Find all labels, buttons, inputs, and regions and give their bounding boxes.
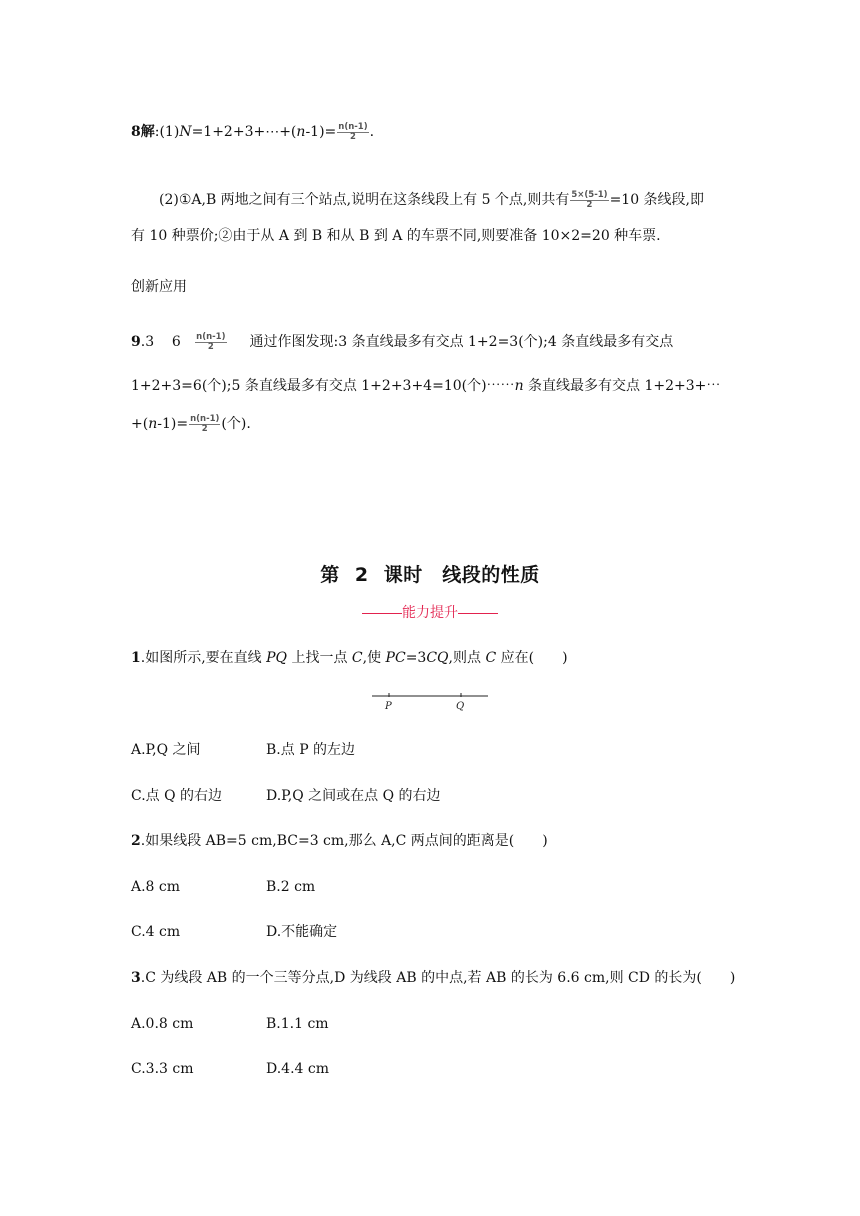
q9-line3-text-a: +( bbox=[131, 416, 149, 432]
q8-part2-fraction bbox=[570, 191, 608, 210]
q8-number: 8 bbox=[131, 124, 141, 140]
q2-option-a: A.8 cm bbox=[131, 879, 181, 895]
q1-option-a: A.P,Q 之间 bbox=[131, 742, 201, 758]
q9-line3-end: (个). bbox=[221, 416, 251, 432]
q1-text-a: .如图所示,要在直线 bbox=[140, 650, 267, 666]
q8-part1-tail: -1)= bbox=[305, 124, 337, 140]
q9-frac-num: n(n-1) bbox=[196, 331, 226, 342]
point-q-label: Q bbox=[456, 701, 465, 712]
q8-part2-frac-num: 5×(5-1) bbox=[571, 189, 608, 200]
q8-var-n: N bbox=[179, 124, 192, 140]
q9-answers: .3 6 bbox=[140, 334, 195, 350]
q1-c: C bbox=[351, 650, 363, 666]
q9-line3-text-b: -1)= bbox=[157, 416, 189, 432]
q9-line2-text-a: 1+2+3=6(个);5 条直线最多有交点 1+2+3+4=10(个)⋯⋯ bbox=[131, 378, 515, 394]
q1-number: 1 bbox=[131, 650, 141, 666]
q9-line3-frac-num: n(n-1) bbox=[190, 413, 220, 424]
q2-stem bbox=[131, 831, 548, 851]
q8-part2-text-a: (2)①A,B 两地之间有三个站点,说明在这条线段上有 5 个点,则共有 bbox=[159, 192, 570, 208]
point-p-label: P bbox=[385, 701, 392, 712]
q1-pc: PC bbox=[385, 650, 406, 666]
q1-c2: C bbox=[485, 650, 497, 666]
subsection-rule-right bbox=[458, 613, 498, 614]
q3-option-b: B.1.1 cm bbox=[266, 1016, 329, 1032]
q3-text: .C 为线段 AB 的一个三等分点,D 为线段 AB 的中点,若 AB 的长为 6.6 cm,则 CD 的长为( ) bbox=[140, 970, 736, 986]
q1-text-d: =3 bbox=[405, 650, 427, 666]
q2-number: 2 bbox=[131, 833, 141, 849]
q8-frac-den: 2 bbox=[349, 131, 356, 142]
q2-option-d: D.不能确定 bbox=[266, 924, 338, 940]
lesson-title: 第 2 课时 线段的性质 bbox=[320, 564, 540, 586]
subsection-rule-left bbox=[362, 613, 402, 614]
q9-line2-text-b: 条直线最多有交点 1+2+3+⋯ bbox=[523, 378, 721, 394]
q8-solution-label: 解 bbox=[140, 124, 155, 140]
q9-line3-frac-den: 2 bbox=[201, 423, 208, 434]
subsection-heading bbox=[0, 602, 860, 622]
q9-line3-fraction bbox=[189, 415, 220, 434]
q1-stem bbox=[131, 648, 568, 668]
q1-option-b: B.点 P 的左边 bbox=[266, 742, 356, 758]
q3-number: 3 bbox=[131, 970, 141, 986]
q8-part1-prefix: :(1) bbox=[154, 124, 180, 140]
q8-part2-frac-den: 2 bbox=[586, 199, 593, 210]
q1-text-b: 上找一点 bbox=[287, 650, 352, 666]
q9-fraction bbox=[195, 333, 226, 352]
q1-cq: CQ bbox=[426, 650, 449, 666]
q8-part2-line2 bbox=[131, 226, 661, 246]
q1-text-f: 应在( ) bbox=[496, 650, 568, 666]
q9-number: 9 bbox=[131, 334, 141, 350]
q3-option-a: A.0.8 cm bbox=[131, 1016, 194, 1032]
q8-part2-text-b: =10 条线段,即 bbox=[609, 192, 705, 208]
q9-line1 bbox=[131, 332, 673, 352]
subsection-label: 能力提升 bbox=[402, 605, 458, 621]
line-pq-figure bbox=[370, 686, 490, 712]
q9-line2-n: n bbox=[514, 378, 524, 394]
q9-line1-text: 通过作图发现:3 条直线最多有交点 1+2=3(个);4 条直线最多有交点 bbox=[249, 334, 674, 350]
q9-frac-den: 2 bbox=[207, 341, 214, 352]
q8-part2-line1 bbox=[159, 190, 704, 210]
q8-frac-num: n(n-1) bbox=[338, 121, 368, 132]
q8-line1 bbox=[131, 122, 374, 142]
q1-text-e: ,则点 bbox=[448, 650, 486, 666]
q1-pq: PQ bbox=[266, 650, 288, 666]
q3-option-c: C.3.3 cm bbox=[131, 1061, 194, 1077]
q9-line2 bbox=[131, 376, 720, 396]
q8-part2-line2-text: 有 10 种票价;②由于从 A 到 B 和从 B 到 A 的车票不同,则要准备 10×2=20 种车票. bbox=[131, 228, 661, 244]
q9-line3-n: n bbox=[148, 416, 158, 432]
q1-option-c: C.点 Q 的右边 bbox=[131, 788, 223, 804]
q2-option-b: B.2 cm bbox=[266, 879, 316, 895]
q3-stem bbox=[131, 968, 735, 988]
q1-option-d: D.P,Q 之间或在点 Q 的右边 bbox=[266, 788, 441, 804]
q1-text-c: ,使 bbox=[362, 650, 386, 666]
q2-text: .如果线段 AB=5 cm,BC=3 cm,那么 A,C 两点间的距离是( ) bbox=[140, 833, 548, 849]
q3-option-d: D.4.4 cm bbox=[266, 1061, 330, 1077]
q2-option-c: C.4 cm bbox=[131, 924, 181, 940]
q8-part1-end: . bbox=[369, 124, 375, 140]
q8-n: n bbox=[296, 124, 306, 140]
q9-line3 bbox=[131, 414, 251, 434]
q8-part1-expr: =1+2+3+⋯+( bbox=[191, 124, 297, 140]
q8-fraction bbox=[337, 123, 368, 142]
section-title: 创新应用 bbox=[131, 279, 187, 295]
